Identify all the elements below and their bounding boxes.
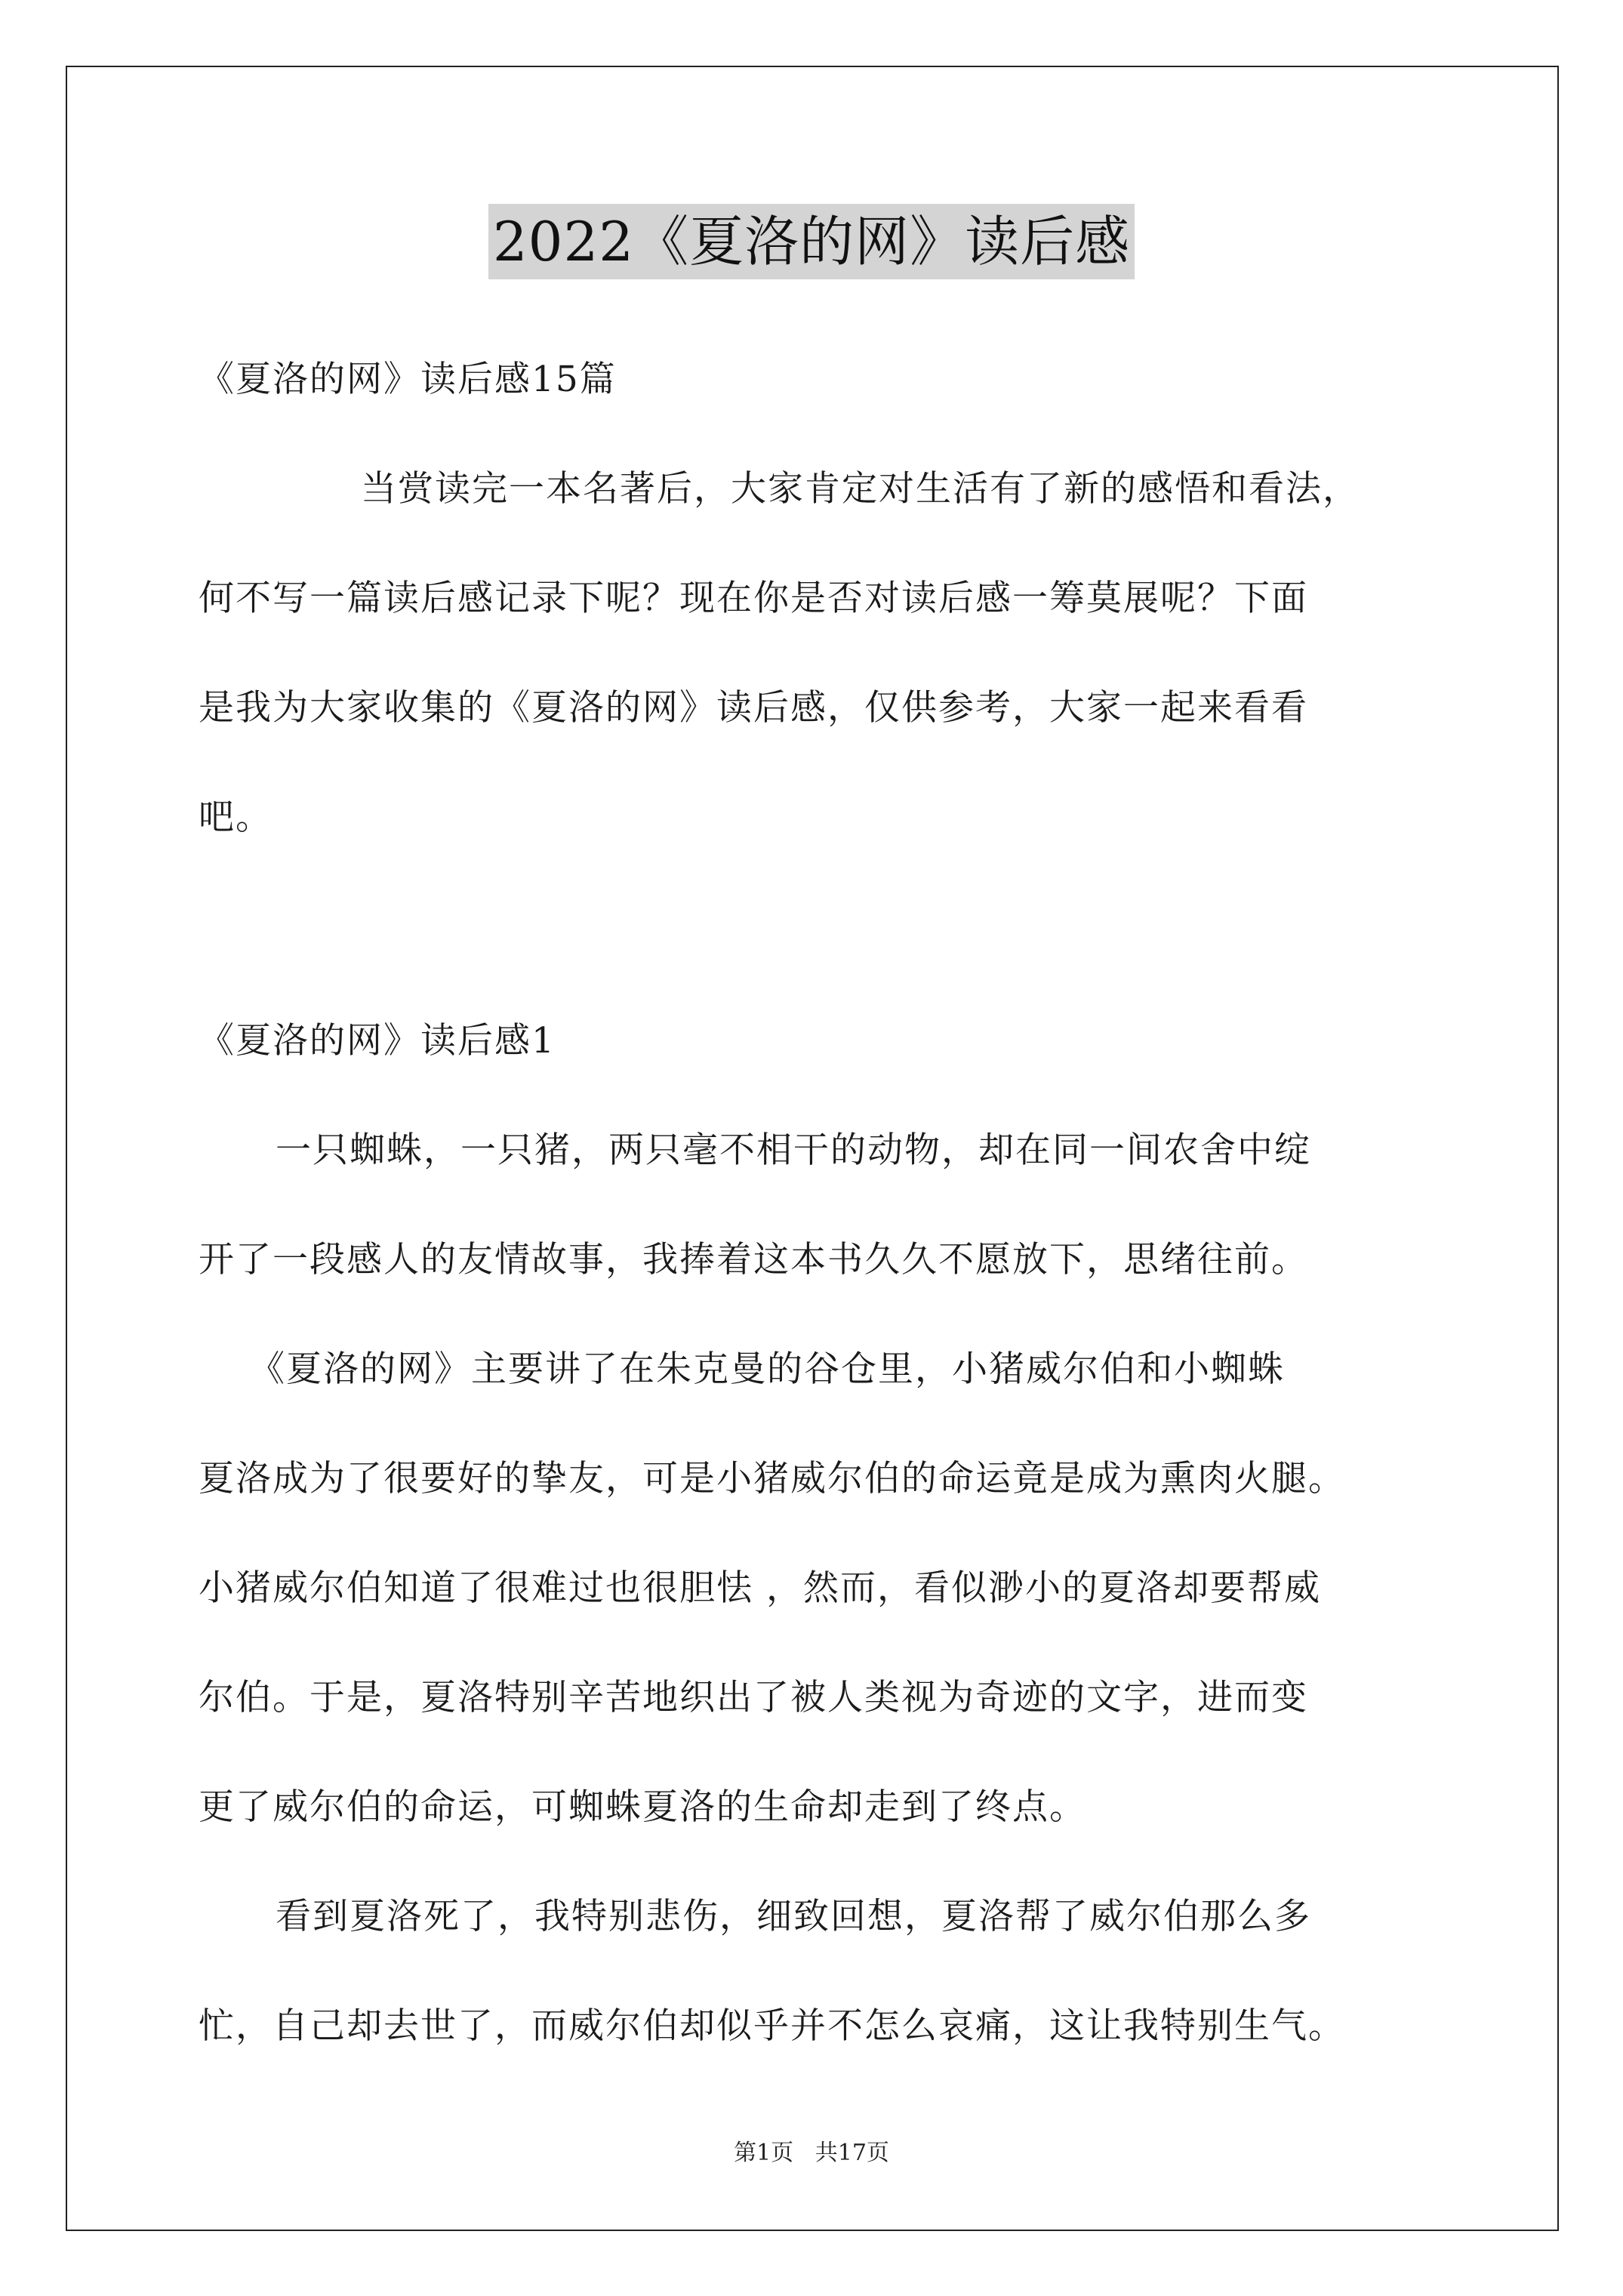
body-line: 忙，自己却去世了，而威尔伯却似乎并不怎么哀痛，这让我特别生气。 <box>199 2005 1345 2047</box>
intro-line: 吧。 <box>199 797 273 838</box>
intro-line: 何不写一篇读后感记录下呢？现在你是否对读后感一筹莫展呢？下面 <box>199 578 1308 619</box>
title-container <box>0 204 1623 279</box>
intro-line: 是我为大家收集的《夏洛的网》读后感，仅供参考，大家一起来看看 <box>199 687 1308 729</box>
body-line: 开了一段感人的友情故事，我捧着这本书久久不愿放下，思绪往前。 <box>199 1239 1308 1281</box>
body-line: 更了威尔伯的命运，可蜘蛛夏洛的生命却走到了终点。 <box>199 1786 1086 1828</box>
body-line: 一只蜘蛛，一只猪，两只毫不相干的动物，却在同一间农舍中绽 <box>276 1130 1311 1171</box>
body-line: 小猪威尔伯知道了很难过也很胆怯 ，然而，看似渺小的夏洛却要帮威 <box>199 1567 1321 1609</box>
section-heading: 《夏洛的网》读后感1 <box>199 1020 556 1062</box>
body-line: 尔伯。于是，夏洛特别辛苦地织出了被人类视为奇迹的文字，进而变 <box>199 1677 1308 1718</box>
intro-line: 当赏读完一本名著后，大家肯定对生活有了新的感悟和看法， <box>361 468 1360 510</box>
body-line: 夏洛成为了很要好的挚友，可是小猪威尔伯的命运竟是成为熏肉火腿。 <box>199 1458 1345 1499</box>
body-line: 看到夏洛死了，我特别悲伤，细致回想，夏洛帮了威尔伯那么多 <box>276 1896 1311 1937</box>
document-title: 2022《夏洛的网》读后感 <box>488 204 1135 279</box>
body-line: 《夏洛的网》主要讲了在朱克曼的谷仓里，小猪威尔伯和小蜘蛛 <box>249 1348 1285 1390</box>
subtitle: 《夏洛的网》读后感15篇 <box>199 359 617 400</box>
page-footer: 第1页 共17页 <box>734 2140 889 2166</box>
